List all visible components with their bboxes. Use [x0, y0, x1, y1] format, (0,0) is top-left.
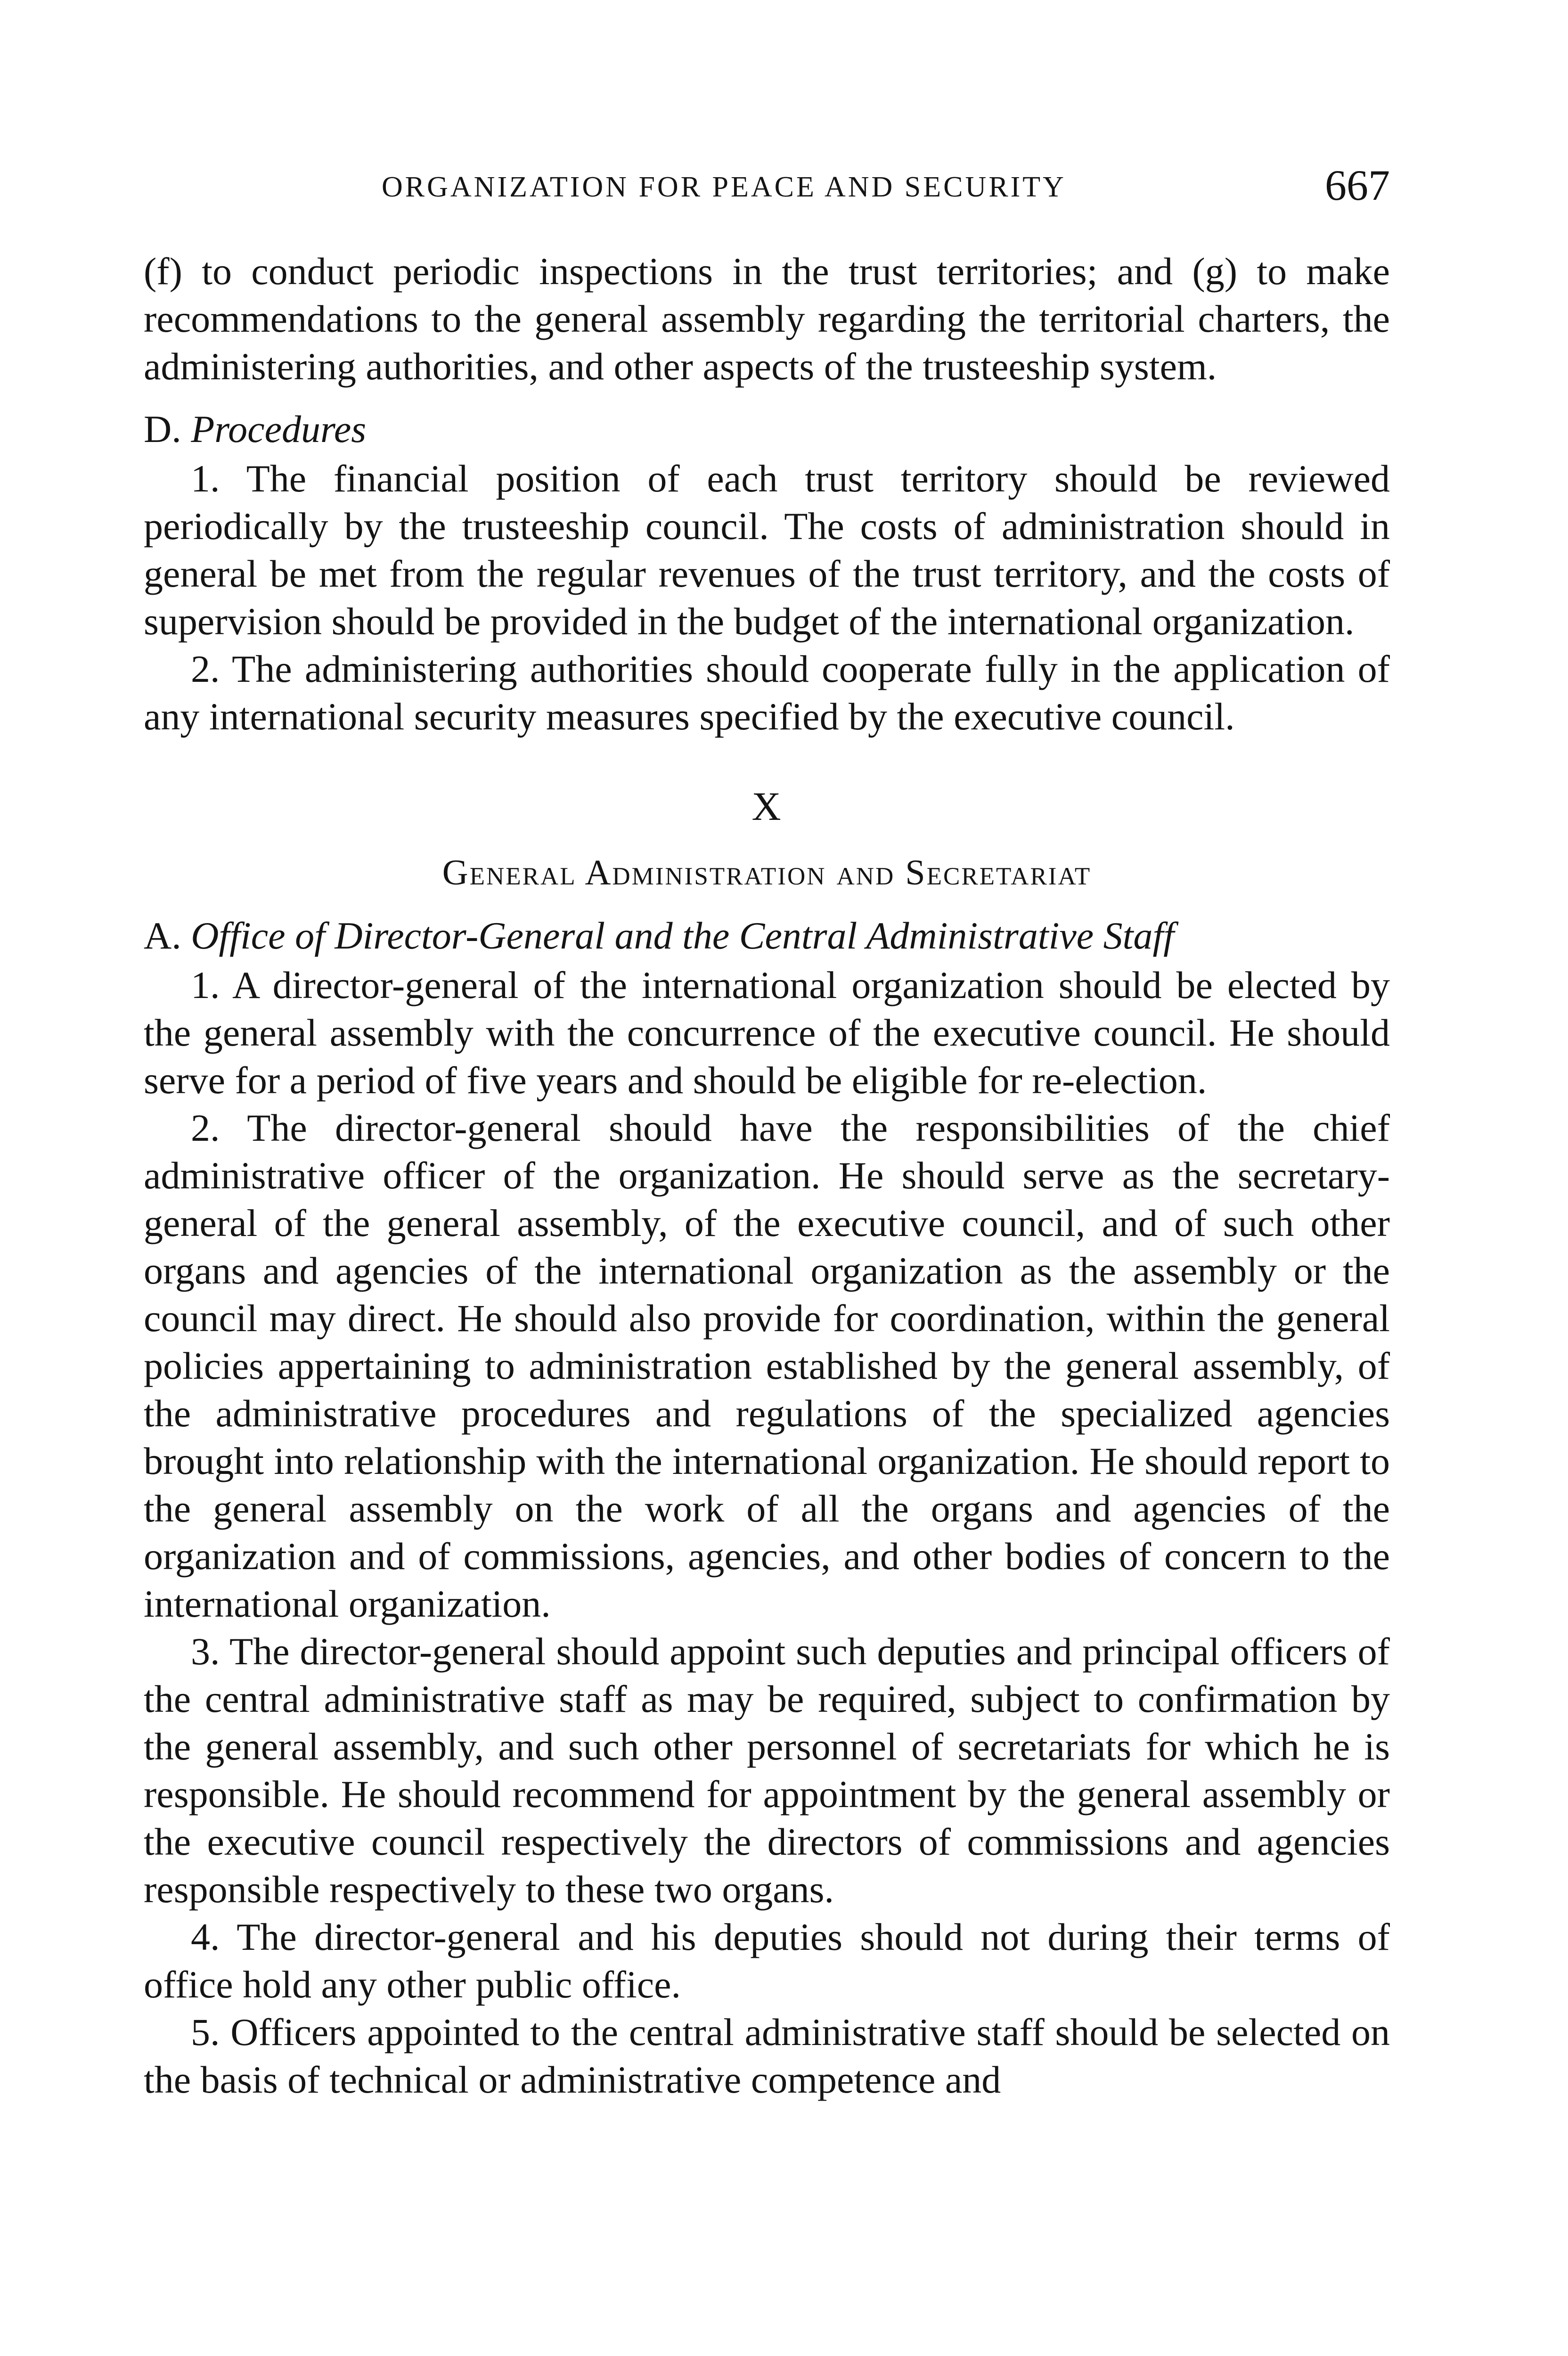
section-a-label: A. [144, 914, 181, 957]
paragraph-a1: 1. A director-general of the international organization should be elected by the general assembly with the concurrence of the executive council. He should serve for a period of five years and should be eligible for re-election. [144, 964, 1390, 1102]
section-a-heading [144, 912, 1390, 959]
running-head [141, 160, 1390, 212]
section-d-heading [144, 405, 1390, 453]
chapter-number: X [751, 784, 782, 829]
paragraph-a2: 2. The director-general should have the responsibilities of the chief administrative officer of the organization. He should serve as the secretary-general of the general assembly, of the executive council, and of such other organs and agencies of the international organization as the assembly or the council may direct. He should also provide for coordination, within the general policies appertaining to administration established by the general assembly, of the administrative procedures and regulations of the specialized agencies brought into relationship with the international organization. He should report to the general assembly on the work of all the organs and agencies of the organization and of commissions, agencies, and other bodies of concern to the international organization. [144, 1106, 1390, 1625]
paragraph-d2: 2. The administering authorities should cooperate fully in the application of any international security measures specified by the executive council. [144, 647, 1390, 738]
paragraph-d1: 1. The financial position of each trust territory should be reviewed periodically by the trusteeship council. The costs of administration should in general be met from the regular revenues of the trust territory, and the costs of supervision should be provided in the budget of the international organization. [144, 457, 1390, 643]
paragraph-a5: 5. Officers appointed to the central administrative staff should be selected on the basis of technical or administrative competence and [144, 2011, 1390, 2101]
section-d-label: D. [144, 408, 181, 450]
section-a-title: Office of Director-General and the Central Administrative Staff [191, 914, 1175, 957]
page-number: 667 [1325, 161, 1390, 209]
paragraph-intro: (f) to conduct periodic inspections in the trust territories; and (g) to make recommendations to the general assembly regarding the territorial charters, the administering authorities, and other aspects of the trusteeship system. [144, 250, 1390, 388]
section-d-title: Procedures [191, 408, 367, 450]
chapter-title: General Administration and Secretariat [442, 853, 1092, 892]
body-text [144, 247, 1390, 2103]
paragraph-a3: 3. The director-general should appoint such deputies and principal officers of the central administrative staff as may be required, subject to confirmation by the general assembly, and such other personnel of secretariats for which he is responsible. He should recommend for appointment by the general assembly or the executive council respectively the directors of commissions and agencies responsible respectively to these two organs. [144, 1630, 1390, 1911]
paragraph-a4: 4. The director-general and his deputies should not during their terms of office hold any other public office. [144, 1915, 1390, 2006]
running-title: ORGANIZATION FOR PEACE AND SECURITY [382, 171, 1066, 203]
